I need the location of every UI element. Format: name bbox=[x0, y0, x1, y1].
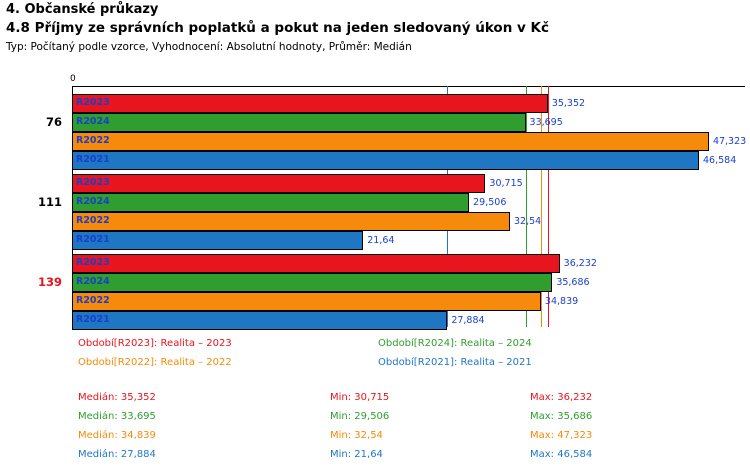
bar-row[interactable] bbox=[72, 132, 745, 151]
stat-median: Medián: 34,839 bbox=[78, 430, 156, 441]
bar-row[interactable] bbox=[72, 254, 745, 273]
bar-value-label: 33,695 bbox=[529, 117, 563, 128]
bar[interactable] bbox=[72, 311, 447, 330]
bar-series-label: R2021 bbox=[76, 154, 110, 165]
group-label: 139 bbox=[37, 275, 62, 289]
bar-value-label: 21,64 bbox=[367, 235, 395, 246]
bar-row[interactable] bbox=[72, 94, 745, 113]
legend-item: Období[R2024]: Realita – 2024 bbox=[378, 338, 532, 349]
stat-min: Min: 30,715 bbox=[330, 392, 390, 403]
bar-value-label: 27,884 bbox=[451, 315, 485, 326]
bar-row[interactable] bbox=[72, 292, 745, 311]
bar[interactable] bbox=[72, 113, 526, 132]
bar[interactable] bbox=[72, 212, 510, 231]
bar-value-label: 35,686 bbox=[556, 277, 590, 288]
bar-row[interactable] bbox=[72, 174, 745, 193]
bar-value-label: 34,839 bbox=[544, 296, 579, 307]
bar-row[interactable] bbox=[72, 231, 745, 250]
bar[interactable] bbox=[72, 292, 541, 311]
bar-series-label: R2022 bbox=[76, 135, 110, 146]
bar-value-label: 29,506 bbox=[473, 197, 507, 208]
stat-min: Min: 21,64 bbox=[330, 449, 383, 460]
stat-max: Max: 36,232 bbox=[530, 392, 593, 403]
bar-series-label: R2023 bbox=[76, 177, 110, 188]
bar-series-label: R2022 bbox=[76, 215, 110, 226]
legend-item: Období[R2023]: Realita – 2023 bbox=[78, 338, 232, 349]
bar-series-label: R2023 bbox=[76, 257, 110, 268]
bar[interactable] bbox=[72, 231, 363, 250]
bar[interactable] bbox=[72, 254, 560, 273]
stat-max: Max: 46,584 bbox=[530, 449, 593, 460]
group-label: 111 bbox=[37, 195, 62, 209]
chart-subtitle: Typ: Počítaný podle vzorce, Vyhodnocení: Absolutní hodnoty, Průměr: Medián bbox=[6, 41, 412, 53]
bar-value-label: 30,715 bbox=[489, 178, 523, 189]
bar-series-label: R2021 bbox=[76, 314, 110, 325]
legend-item: Období[R2022]: Realita – 2022 bbox=[78, 357, 232, 368]
bar[interactable] bbox=[72, 94, 548, 113]
stat-median: Medián: 35,352 bbox=[78, 392, 156, 403]
bar-value-label: 35,352 bbox=[551, 98, 586, 109]
bar-series-label: R2024 bbox=[76, 196, 110, 207]
bar-series-label: R2024 bbox=[76, 276, 110, 287]
page-title-line2: 4.8 Příjmy ze správních poplatků a pokut na jeden sledovaný úkon v Kč bbox=[6, 20, 549, 36]
stat-max: Max: 35,686 bbox=[530, 411, 593, 422]
page-title-line1: 4. Občanské průkazy bbox=[6, 2, 159, 17]
bar-series-label: R2021 bbox=[76, 234, 110, 245]
bar[interactable] bbox=[72, 193, 469, 212]
stat-max: Max: 47,323 bbox=[530, 430, 593, 441]
bar-series-label: R2024 bbox=[76, 116, 110, 127]
bar-value-label: 47,323 bbox=[712, 136, 747, 147]
bar-group bbox=[45, 94, 747, 170]
bar-value-label: 36,232 bbox=[563, 258, 597, 269]
bar-row[interactable] bbox=[72, 151, 745, 170]
group-label: 76 bbox=[45, 115, 62, 129]
bar-row[interactable] bbox=[72, 273, 745, 292]
axis-zero-label: 0 bbox=[70, 74, 76, 84]
bar-value-label: 32,54 bbox=[513, 216, 542, 227]
bar-row[interactable] bbox=[72, 311, 745, 330]
bar-group bbox=[37, 174, 745, 250]
bar-row[interactable] bbox=[72, 193, 745, 212]
stat-median: Medián: 33,695 bbox=[78, 411, 156, 422]
bar-value-label: 46,584 bbox=[703, 155, 737, 166]
bar-series-label: R2022 bbox=[76, 295, 110, 306]
bar-series-label: R2023 bbox=[76, 97, 110, 108]
plot-area bbox=[37, 86, 747, 327]
bar[interactable] bbox=[72, 132, 709, 151]
bar[interactable] bbox=[72, 273, 552, 292]
plot-top-border bbox=[72, 86, 745, 87]
bar[interactable] bbox=[72, 151, 699, 170]
bar-row[interactable] bbox=[72, 212, 745, 231]
stat-median: Medián: 27,884 bbox=[78, 449, 156, 460]
bar[interactable] bbox=[72, 174, 485, 193]
stat-min: Min: 29,506 bbox=[330, 411, 390, 422]
legend-item: Období[R2021]: Realita – 2021 bbox=[378, 357, 532, 368]
bar-group bbox=[37, 254, 745, 330]
bar-row[interactable] bbox=[72, 113, 745, 132]
stat-min: Min: 32,54 bbox=[330, 430, 383, 441]
